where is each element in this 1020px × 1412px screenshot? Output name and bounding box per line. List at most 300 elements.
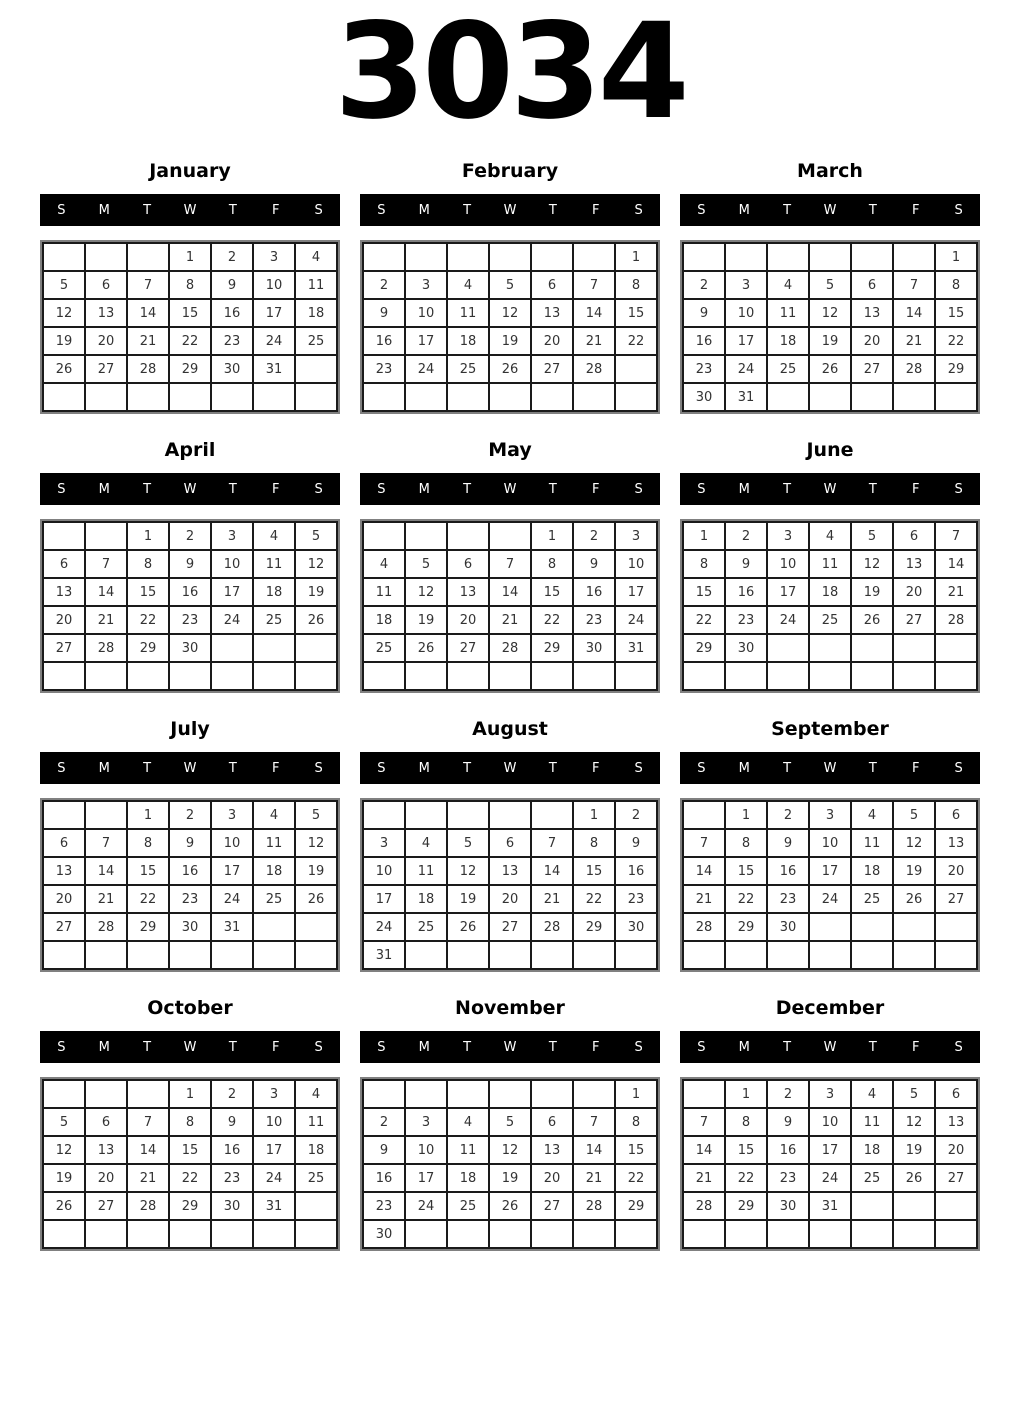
weekday-label: F [271,481,280,497]
weekday-label: T [868,202,877,218]
day-cell [127,941,169,969]
weekday-label: M [738,760,750,776]
day-cell [893,383,935,411]
day-cell [295,662,337,690]
day-cell: 16 [169,578,211,606]
day-cell: 18 [809,578,851,606]
day-cell [405,522,447,550]
weekday-label: T [228,760,237,776]
day-cell: 20 [85,327,127,355]
weekday-label: S [954,1039,963,1055]
day-cell: 14 [573,299,615,327]
day-cell [809,1220,851,1248]
day-cell: 31 [363,941,405,969]
day-cell [169,662,211,690]
day-cell: 29 [725,1192,767,1220]
day-cell [767,243,809,271]
day-cell: 17 [809,1136,851,1164]
day-cell: 17 [767,578,809,606]
day-cell: 15 [127,857,169,885]
day-cell: 3 [615,522,657,550]
day-cell [893,1192,935,1220]
day-cell [809,383,851,411]
day-cell [935,913,977,941]
day-cell: 4 [253,522,295,550]
weekday-label: M [418,760,430,776]
day-cell: 19 [809,327,851,355]
day-cell: 12 [295,550,337,578]
week-row [43,913,337,941]
week-row [43,801,337,829]
day-cell: 29 [531,634,573,662]
weekday-label: W [503,1039,517,1055]
day-cell: 24 [809,885,851,913]
month-title: February [461,160,559,182]
weekday-label: S [634,760,643,776]
day-cell [43,243,85,271]
day-cell [127,1080,169,1108]
month-december [680,997,980,1251]
day-cell [211,1220,253,1248]
day-cell: 10 [767,550,809,578]
weekday-label: M [738,1039,750,1055]
month-title: April [164,439,216,461]
week-row [43,355,337,383]
day-cell [615,662,657,690]
day-cell [531,243,573,271]
weekday-label: F [911,760,920,776]
weekday-label: W [823,202,837,218]
day-cell [809,634,851,662]
month-august [360,718,660,972]
day-cell: 27 [531,1192,573,1220]
day-cell [573,1220,615,1248]
day-cell [767,941,809,969]
day-cell: 22 [169,327,211,355]
day-cell [295,1220,337,1248]
weekday-header-row [40,752,340,784]
day-cell [363,383,405,411]
day-cell: 10 [405,299,447,327]
week-row [363,578,657,606]
day-cell: 6 [43,550,85,578]
day-cell [405,1080,447,1108]
day-cell: 31 [725,383,767,411]
weekday-header-row [40,473,340,505]
day-cell: 4 [295,1080,337,1108]
day-cell [253,662,295,690]
weekday-label: T [228,1039,237,1055]
day-cell: 28 [683,913,725,941]
month-day-grid [360,519,660,693]
week-row [363,1136,657,1164]
day-cell: 12 [43,299,85,327]
weekday-label: F [591,481,600,497]
day-cell: 22 [683,606,725,634]
day-cell: 18 [767,327,809,355]
day-cell: 13 [935,1108,977,1136]
day-cell: 11 [405,857,447,885]
day-cell [683,1080,725,1108]
day-cell: 5 [893,801,935,829]
day-cell [489,941,531,969]
day-cell [447,522,489,550]
weekday-header-row [360,1031,660,1063]
day-cell: 10 [211,829,253,857]
day-cell: 29 [169,1192,211,1220]
week-row [363,857,657,885]
weekday-header-row [360,473,660,505]
day-cell: 16 [363,1164,405,1192]
day-cell [447,662,489,690]
day-cell: 13 [531,299,573,327]
day-cell [893,662,935,690]
day-cell: 17 [405,1164,447,1192]
day-cell: 6 [447,550,489,578]
week-row [363,522,657,550]
day-cell: 27 [893,606,935,634]
day-cell [489,662,531,690]
day-cell: 23 [725,606,767,634]
weekday-label: S [377,760,386,776]
month-september [680,718,980,972]
day-cell: 11 [447,299,489,327]
month-day-grid [40,519,340,693]
day-cell: 4 [767,271,809,299]
week-row [363,271,657,299]
day-cell [809,243,851,271]
day-cell: 17 [211,578,253,606]
day-cell: 17 [253,299,295,327]
day-cell: 20 [43,885,85,913]
day-cell: 25 [851,1164,893,1192]
day-cell: 5 [43,1108,85,1136]
day-cell: 13 [447,578,489,606]
weekday-label: M [98,1039,110,1055]
day-cell [295,383,337,411]
day-cell [725,1220,767,1248]
day-cell: 19 [447,885,489,913]
day-cell: 31 [809,1192,851,1220]
day-cell: 15 [725,1136,767,1164]
day-cell [531,801,573,829]
week-row [683,243,977,271]
day-cell: 29 [573,913,615,941]
month-january [40,160,340,414]
day-cell: 4 [851,801,893,829]
day-cell [851,1220,893,1248]
day-cell: 31 [615,634,657,662]
month-may [360,439,660,693]
day-cell: 15 [127,578,169,606]
month-day-grid [40,798,340,972]
day-cell [85,383,127,411]
day-cell: 15 [935,299,977,327]
day-cell: 16 [211,299,253,327]
day-cell [851,941,893,969]
day-cell [489,383,531,411]
week-row [683,383,977,411]
day-cell: 14 [85,857,127,885]
day-cell: 10 [809,1108,851,1136]
day-cell: 12 [295,829,337,857]
month-title: June [806,439,854,461]
day-cell: 22 [169,1164,211,1192]
day-cell [935,634,977,662]
week-row [43,634,337,662]
day-cell [405,662,447,690]
day-cell [253,941,295,969]
weekday-header-row [680,473,980,505]
day-cell: 27 [851,355,893,383]
week-row [363,243,657,271]
month-march [680,160,980,414]
weekday-label: S [954,481,963,497]
weekday-label: S [634,481,643,497]
day-cell [573,383,615,411]
day-cell: 11 [809,550,851,578]
day-cell [573,941,615,969]
week-row [43,383,337,411]
day-cell: 12 [893,1108,935,1136]
week-row [43,606,337,634]
day-cell [85,662,127,690]
day-cell [935,383,977,411]
weekday-label: W [823,1039,837,1055]
week-row [43,1080,337,1108]
month-title: September [771,718,889,740]
weekday-label: S [697,202,706,218]
day-cell [447,1080,489,1108]
weekday-label: T [783,760,792,776]
day-cell: 10 [725,299,767,327]
day-cell: 2 [169,801,211,829]
day-cell: 2 [767,1080,809,1108]
day-cell: 25 [253,606,295,634]
day-cell: 6 [489,829,531,857]
day-cell [363,243,405,271]
day-cell: 24 [211,885,253,913]
day-cell [405,383,447,411]
day-cell: 25 [253,885,295,913]
day-cell [43,522,85,550]
day-cell: 3 [211,801,253,829]
month-title: May [488,439,532,461]
day-cell [767,383,809,411]
week-row [363,885,657,913]
day-cell: 12 [893,829,935,857]
day-cell: 27 [85,1192,127,1220]
day-cell: 3 [809,801,851,829]
months-grid [40,160,980,1251]
week-row [363,634,657,662]
day-cell: 17 [253,1136,295,1164]
day-cell: 27 [935,885,977,913]
day-cell: 30 [615,913,657,941]
day-cell [211,634,253,662]
day-cell [295,355,337,383]
day-cell: 18 [851,857,893,885]
day-cell [851,243,893,271]
day-cell: 22 [531,606,573,634]
weekday-label: S [634,1039,643,1055]
day-cell: 13 [489,857,531,885]
day-cell: 5 [809,271,851,299]
day-cell: 13 [85,1136,127,1164]
day-cell: 25 [405,913,447,941]
day-cell: 9 [573,550,615,578]
day-cell: 6 [893,522,935,550]
day-cell [85,801,127,829]
weekday-label: S [57,481,66,497]
day-cell: 30 [573,634,615,662]
day-cell: 17 [405,327,447,355]
day-cell: 1 [615,243,657,271]
weekday-label: T [228,202,237,218]
day-cell: 16 [767,857,809,885]
day-cell: 25 [809,606,851,634]
day-cell [43,801,85,829]
day-cell: 16 [725,578,767,606]
day-cell: 4 [253,801,295,829]
day-cell: 22 [935,327,977,355]
day-cell: 4 [295,243,337,271]
day-cell: 7 [935,522,977,550]
day-cell: 24 [725,355,767,383]
weekday-label: T [228,481,237,497]
day-cell: 14 [573,1136,615,1164]
day-cell [363,522,405,550]
week-row [683,941,977,969]
weekday-label: W [183,760,197,776]
day-cell: 26 [489,1192,531,1220]
day-cell: 23 [211,1164,253,1192]
day-cell: 11 [253,550,295,578]
day-cell: 20 [935,1136,977,1164]
week-row [683,550,977,578]
day-cell [85,941,127,969]
day-cell [935,662,977,690]
day-cell: 9 [767,1108,809,1136]
month-june [680,439,980,693]
day-cell: 24 [211,606,253,634]
day-cell [253,383,295,411]
weekday-label: W [823,481,837,497]
day-cell: 17 [725,327,767,355]
day-cell: 6 [85,271,127,299]
week-row [683,1136,977,1164]
day-cell: 10 [211,550,253,578]
day-cell: 24 [809,1164,851,1192]
month-title: July [170,718,210,740]
day-cell: 1 [935,243,977,271]
day-cell: 26 [809,355,851,383]
day-cell: 27 [447,634,489,662]
day-cell [615,383,657,411]
day-cell: 21 [683,1164,725,1192]
day-cell: 2 [725,522,767,550]
day-cell: 19 [489,327,531,355]
day-cell [935,941,977,969]
weekday-label: M [418,202,430,218]
day-cell: 8 [615,271,657,299]
day-cell: 8 [531,550,573,578]
day-cell [447,941,489,969]
weekday-label: T [783,202,792,218]
day-cell [447,243,489,271]
month-day-grid [40,240,340,414]
month-day-grid [40,1077,340,1251]
day-cell: 15 [725,857,767,885]
weekday-label: T [143,202,152,218]
day-cell: 1 [127,801,169,829]
day-cell: 1 [683,522,725,550]
day-cell: 5 [405,550,447,578]
week-row [43,1220,337,1248]
day-cell [531,383,573,411]
day-cell: 10 [253,271,295,299]
weekday-label: T [548,1039,557,1055]
day-cell: 9 [363,299,405,327]
weekday-label: F [591,760,600,776]
day-cell: 8 [725,1108,767,1136]
weekday-label: M [738,202,750,218]
day-cell [767,634,809,662]
day-cell: 19 [43,327,85,355]
week-row [683,1080,977,1108]
day-cell: 12 [447,857,489,885]
day-cell: 23 [767,885,809,913]
month-title: October [147,997,233,1019]
day-cell [211,383,253,411]
month-day-grid [680,798,980,972]
day-cell: 21 [935,578,977,606]
day-cell: 19 [893,1136,935,1164]
day-cell: 19 [295,578,337,606]
week-row [683,327,977,355]
day-cell: 30 [169,634,211,662]
week-row [43,662,337,690]
day-cell [851,662,893,690]
day-cell: 2 [363,1108,405,1136]
day-cell: 1 [725,801,767,829]
day-cell: 12 [809,299,851,327]
week-row [363,606,657,634]
day-cell [363,1080,405,1108]
week-row [683,1164,977,1192]
day-cell [169,1220,211,1248]
day-cell: 3 [211,522,253,550]
day-cell [447,801,489,829]
day-cell: 20 [531,1164,573,1192]
day-cell: 9 [211,271,253,299]
day-cell: 25 [295,327,337,355]
month-title: January [149,160,231,182]
day-cell: 28 [573,1192,615,1220]
weekday-label: F [591,202,600,218]
day-cell: 5 [295,522,337,550]
weekday-label: T [548,760,557,776]
day-cell: 20 [85,1164,127,1192]
day-cell: 27 [489,913,531,941]
weekday-label: S [314,202,323,218]
day-cell: 15 [683,578,725,606]
day-cell: 28 [531,913,573,941]
day-cell: 9 [169,550,211,578]
month-day-grid [360,240,660,414]
month-day-grid [680,519,980,693]
day-cell: 11 [253,829,295,857]
